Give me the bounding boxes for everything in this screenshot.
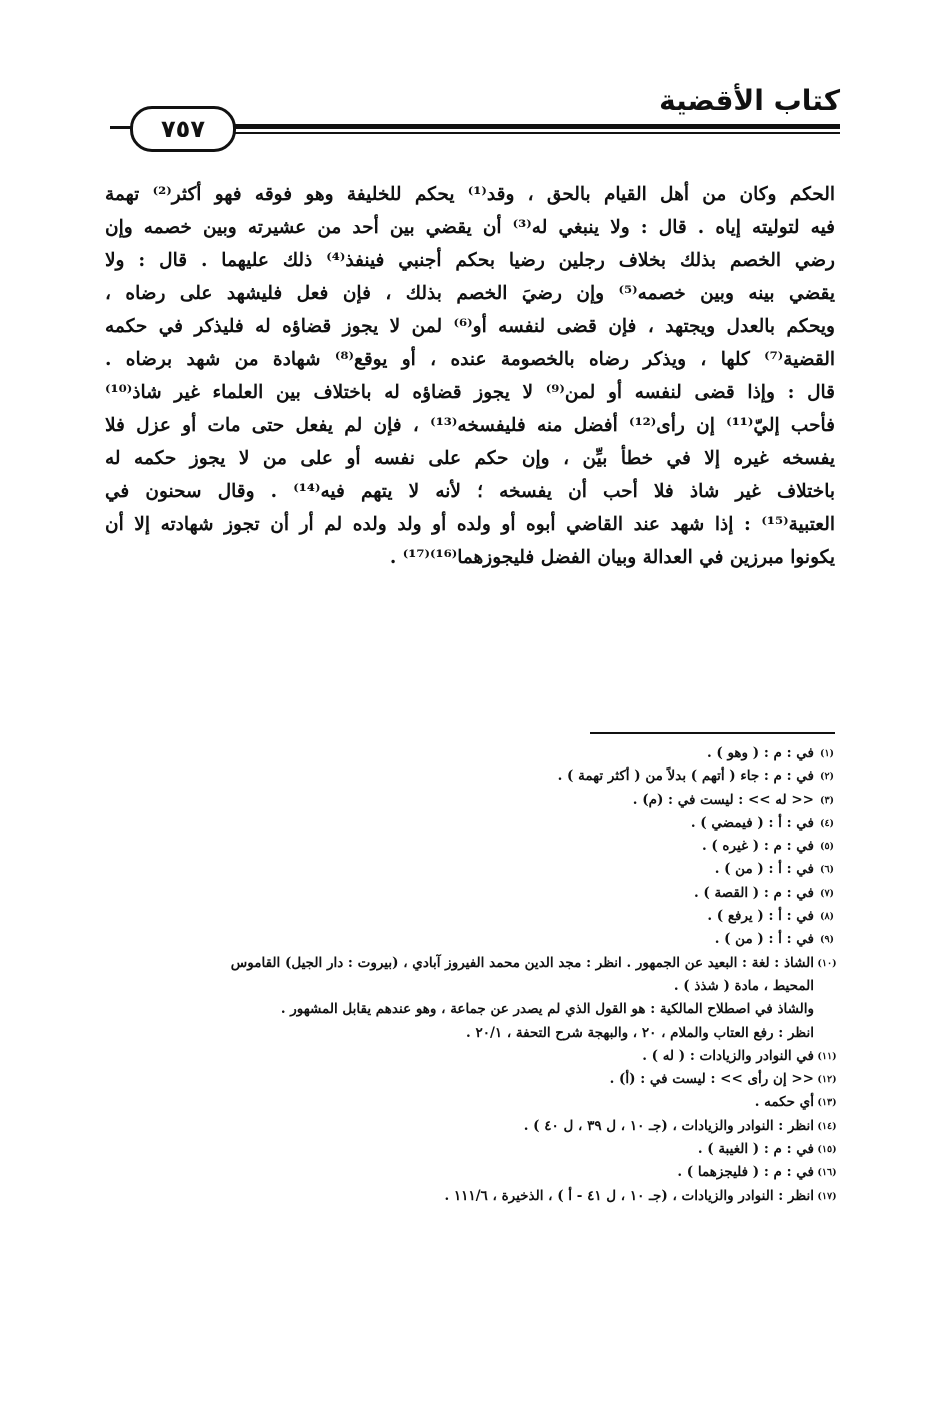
footnote-number: (٢) (819, 771, 835, 783)
footnote-text: انظر : النوادر والزيادات ، (جـ ١٠ ، ل ٤١ - أ ) ، الذخيرة ، ١١١/٦ . (444, 1187, 814, 1204)
header-rule-thin (210, 132, 840, 134)
footnote-text: في : م : ( القصة ) . (693, 884, 814, 901)
footnote (180, 1115, 840, 1138)
footnote-number: (٧) (819, 887, 835, 899)
footnote-number: (٨) (819, 911, 835, 923)
footnote-continuation: والشاذ في اصطلاح المالكية : هو القول الذي لم يصدر عن جماعة ، وهو عندهم يقابل المشهور . (280, 1001, 814, 1018)
footnote-number: (١١) (817, 1050, 837, 1062)
footnote (180, 1185, 840, 1208)
footnote-divider (590, 732, 835, 734)
footnote (180, 1045, 840, 1068)
footnote (180, 882, 840, 905)
footnote-text: في النوادر والزيادات : ( له ) . (642, 1047, 814, 1064)
footnote (180, 1091, 840, 1114)
text-line: قال : وإذا قضى لنفسه أو لمن⁽⁹⁾ لا يجوز قضاؤه له باختلاف بين العلماء غير شاذ⁽¹⁰⁾ (105, 382, 835, 403)
footnote (180, 952, 840, 975)
footnote-text: في : أ : ( يرفع ) . (707, 908, 814, 925)
footnote-number: (٦) (819, 864, 835, 876)
footnote-text: في : م : ( فليجزهما ) . (677, 1164, 814, 1181)
footnote-number: (١٣) (817, 1097, 837, 1109)
footnote-number: (١٢) (817, 1074, 837, 1086)
footnote (180, 1138, 840, 1161)
text-line: الحكم وكان من أهل القيام بالحق ، وقد⁽¹⁾ يحكم للخليفة وهو فوقه فهو أكثر⁽²⁾ تهمة (105, 184, 835, 205)
header-rule (210, 124, 840, 129)
footnote-number: (١٦) (817, 1167, 837, 1179)
footnote-text: في : م : ( الغيبة ) . (697, 1141, 814, 1158)
footnote-number: (١) (819, 748, 835, 759)
text-line: يكونوا مبرزين في العدالة وبيان الفضل فليجوزهما⁽¹⁶⁾⁽¹⁷⁾ . (389, 547, 835, 568)
footnote-number: (١٥) (817, 1144, 837, 1156)
footnote (180, 928, 840, 951)
footnote-number: (١٤) (817, 1120, 837, 1132)
footnote-text: في : أ : ( فيمضي ) . (690, 814, 814, 831)
footnote (180, 858, 840, 881)
footnote-number: (٥) (819, 841, 835, 853)
footnote-continuation: انظر : رفع العتاب والملام ، ٢٠ ، والبهجة شرح التحفة ، ٢٠/١ . (466, 1024, 814, 1041)
footnote-number: (١٧) (817, 1190, 837, 1202)
text-line: القضية⁽⁷⁾ كلها ، ويذكر رضاه بالخصومة عنده ، أو يوقع⁽⁸⁾ شهادة من شهد برضاه . (105, 349, 835, 370)
header-rule-tail (110, 126, 132, 129)
footnote-continuation: المحيط ، مادة ( شذذ ) . (673, 977, 814, 994)
text-line: يقضي بينه وبين خصمه⁽⁵⁾ وإن رضيَ الخصم بذلك ، فإن فعل فليشهد على رضاه ، (105, 283, 835, 304)
footnotes (180, 742, 840, 1208)
text-line: فيه لتوليته إياه . قال : ولا ينبغي له⁽³⁾ أن يقضي بين أحد من عشيرته وبين خصمه وإن (105, 217, 835, 238)
footnote (180, 812, 840, 835)
main-text (105, 178, 835, 574)
book-title: كتاب الأقضية (659, 84, 840, 117)
footnote (180, 1068, 840, 1091)
footnote (180, 905, 840, 928)
footnote (180, 789, 840, 812)
footnote (180, 835, 840, 858)
footnote-text: في : م : ( وهو ) . (706, 745, 814, 761)
page-header (110, 84, 840, 154)
text-line: ويحكم بالعدل ويجتهد ، فإن قضى لنفسه أو⁽⁶⁾ لمن لا يجوز قضاؤه له فليذكر في حكمه (105, 316, 835, 337)
text-line: يفسخه غيره إلا في خطأ بيِّن ، وإن حكم على نفسه أو على من لا يجوز حكمه له (105, 448, 835, 469)
footnote-text: أي حكمه . (754, 1094, 814, 1111)
footnote (180, 742, 840, 765)
text-line: رضي الخصم بذلك بخلاف رجلين رضيا بحكم أجنبي فينفذ⁽⁴⁾ ذلك عليهما . قال : ولا (105, 250, 835, 271)
text-line: العتبية⁽¹⁵⁾ : إذا شهد عند القاضي أبوه أو ولده أو ولد ولده لم أر أن تجوز شهادته إلا أن (105, 514, 835, 535)
footnote-text: << إن رأى >> : ليست في : (أ) . (609, 1071, 814, 1088)
footnote-number: (٩) (819, 934, 835, 946)
footnote (180, 765, 840, 788)
footnote-number: (٣) (819, 794, 835, 806)
footnote-text: انظر : النوادر والزيادات ، (جـ ١٠ ، ل ٣٩ ، ل ٤٠ ) . (523, 1117, 814, 1134)
text-line: فأحب إليّ⁽¹¹⁾ إن رأى⁽¹²⁾ أفضل منه فليفسخه⁽¹³⁾ ، فإن لم يفعل حتى مات أو عزل فلا (105, 415, 835, 436)
footnote-number: (٤) (819, 817, 835, 829)
footnote-text: في : م : جاء ( أتهم ) بدلاً من ( أكثر تهمة ) . (557, 768, 814, 785)
footnote (180, 1161, 840, 1184)
footnote-number: (١٠) (817, 957, 837, 969)
footnote-text: في : أ : ( من ) . (714, 931, 814, 948)
footnote-text: << له >> : ليست في : (م) . (632, 791, 814, 808)
page-number: ٧٥٧ (130, 106, 236, 152)
footnote-text: في : أ : ( من ) . (714, 861, 814, 878)
text-line: باختلاف غير شاذ فلا أحب أن يفسخه ؛ لأنه لا يتهم فيه⁽¹⁴⁾ . وقال سحنون في (105, 481, 835, 502)
footnote-text: الشاذ : لغة : البعيد عن الجمهور . انظر : مجد الدين محمد الفيروز آبادي ، (بيروت : دار الجيل) القاموس (230, 954, 814, 971)
footnote-text: في : م : ( غيره ) . (701, 838, 814, 855)
